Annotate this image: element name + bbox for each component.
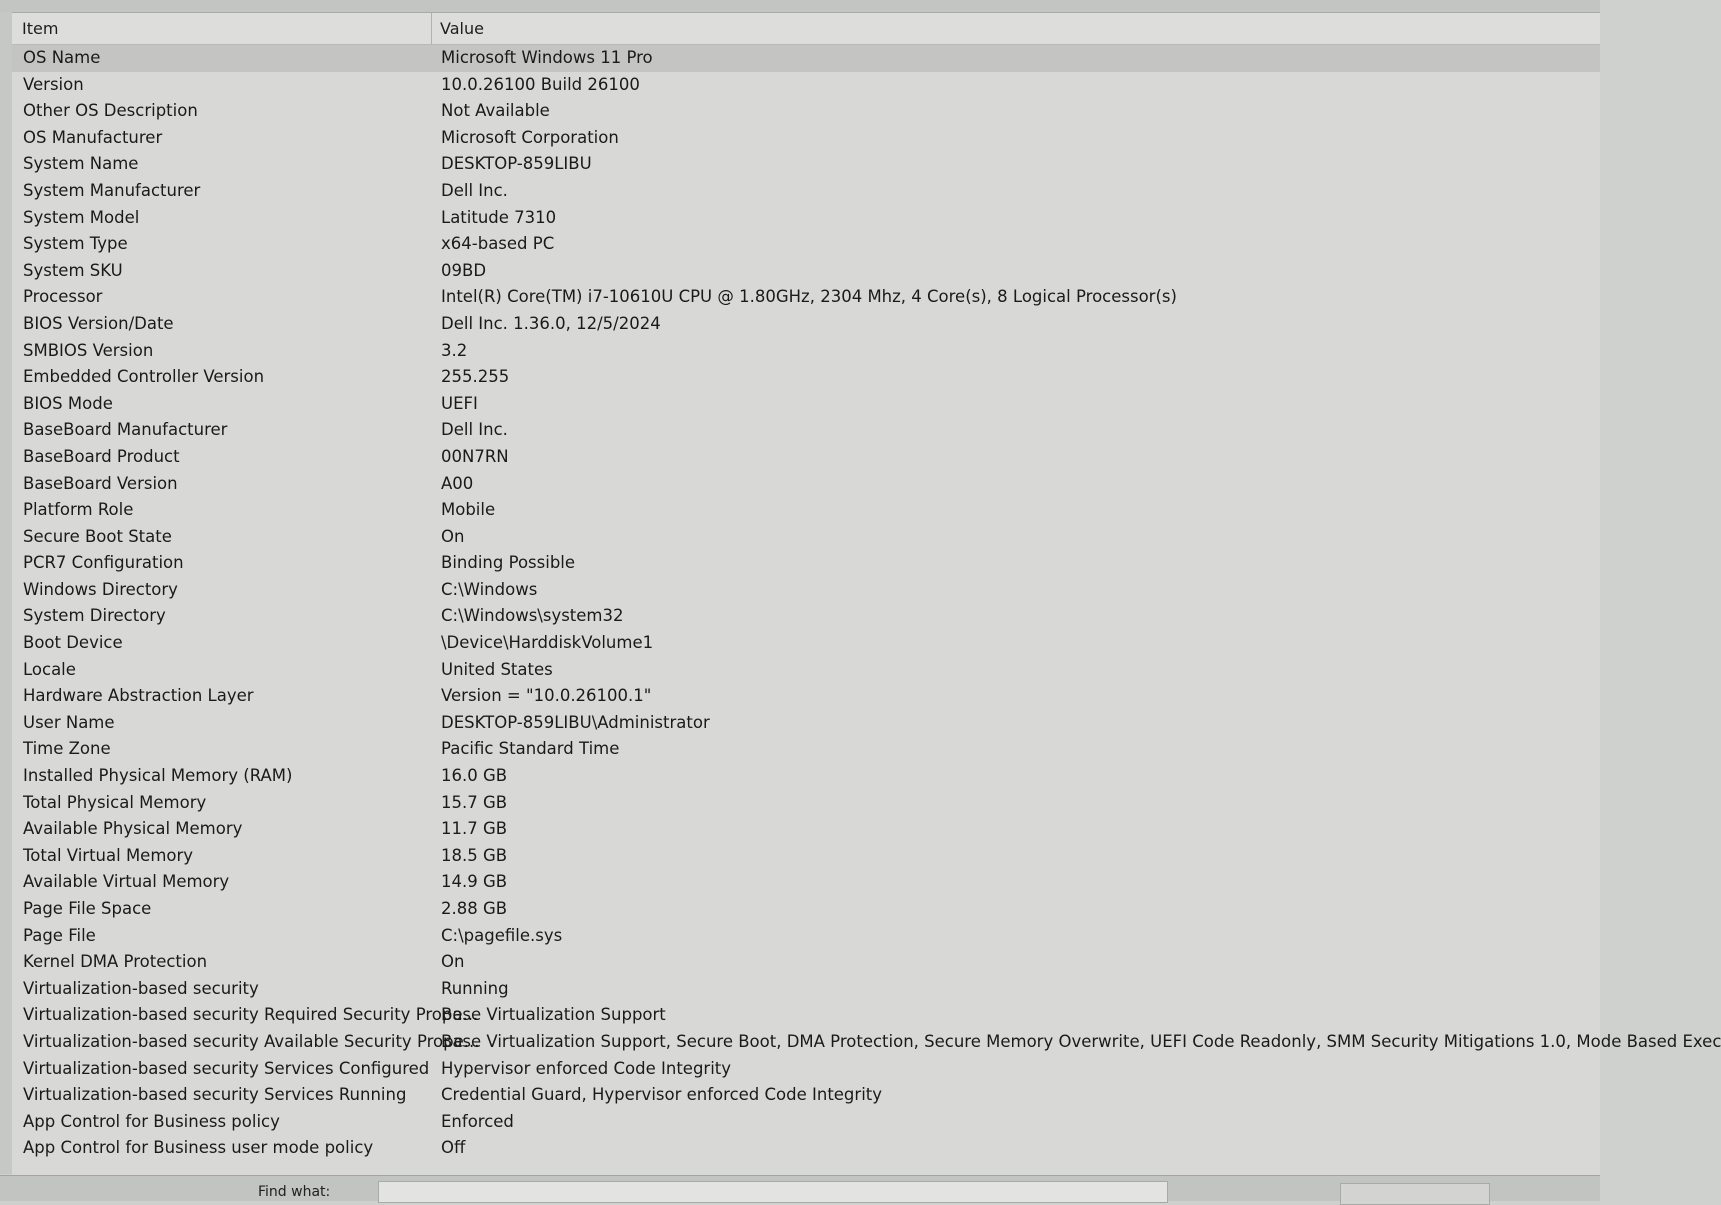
table-row[interactable]	[12, 524, 1600, 551]
row-item-cell: System SKU	[23, 260, 123, 280]
find-bar	[0, 1175, 1600, 1201]
row-item-cell: Installed Physical Memory (RAM)	[23, 766, 293, 786]
table-row[interactable]	[12, 869, 1600, 896]
row-value-cell: Pacific Standard Time	[441, 739, 620, 759]
row-item-cell: System Name	[23, 154, 139, 174]
row-item-cell: OS Name	[23, 48, 101, 67]
row-value-cell: C:\Windows\system32	[441, 606, 624, 626]
table-row[interactable]	[12, 949, 1600, 976]
table-row[interactable]	[12, 471, 1600, 498]
table-row[interactable]	[12, 417, 1600, 444]
row-item-cell: Locale	[23, 659, 76, 679]
row-item-cell: BaseBoard Product	[23, 446, 180, 466]
row-item-cell: Other OS Description	[23, 101, 198, 121]
table-row[interactable]	[12, 205, 1600, 232]
row-item-cell: Page File Space	[23, 899, 152, 918]
table-row[interactable]	[12, 497, 1600, 524]
row-item-cell: Processor	[23, 287, 103, 307]
table-row[interactable]	[12, 391, 1600, 418]
table-row[interactable]	[12, 1135, 1600, 1162]
table-row[interactable]	[12, 896, 1600, 923]
row-item-cell: Platform Role	[23, 500, 134, 520]
column-header-item[interactable]: Item	[22, 19, 59, 38]
row-value-cell: Microsoft Windows 11 Pro	[441, 48, 653, 67]
table-row[interactable]	[12, 444, 1600, 471]
row-value-cell: Binding Possible	[441, 553, 576, 573]
table-row[interactable]	[12, 816, 1600, 843]
row-value-cell: 255.255	[441, 367, 510, 387]
table-rows	[12, 45, 1721, 1162]
table-row[interactable]	[12, 45, 1600, 72]
row-value-cell: Off	[441, 1138, 466, 1158]
table-row[interactable]	[12, 577, 1600, 604]
row-value-cell: Version = "10.0.26100.1"	[441, 686, 652, 706]
row-value-cell: 11.7 GB	[441, 819, 508, 839]
table-row[interactable]	[12, 231, 1600, 258]
row-item-cell: Virtualization-based security Available Security Prope...	[23, 1031, 480, 1051]
row-item-cell: PCR7 Configuration	[23, 553, 184, 573]
table-row[interactable]	[12, 178, 1600, 205]
row-item-cell: System Model	[23, 207, 140, 227]
table-row[interactable]	[12, 1109, 1600, 1136]
table-header	[12, 13, 1600, 45]
row-value-cell: Credential Guard, Hypervisor enforced Code Integrity	[441, 1085, 883, 1105]
row-value-cell: On	[441, 952, 465, 972]
row-value-cell: Mobile	[441, 500, 496, 520]
row-value-cell: Dell Inc.	[441, 420, 508, 440]
table-row[interactable]	[12, 284, 1600, 311]
row-item-cell: Time Zone	[23, 739, 111, 759]
row-item-cell: Page File	[23, 925, 96, 945]
row-value-cell: \Device\HarddiskVolume1	[441, 633, 654, 653]
row-item-cell: Virtualization-based security Services Running	[23, 1085, 407, 1105]
row-value-cell: 18.5 GB	[441, 845, 508, 865]
row-value-cell: DESKTOP-859LIBU	[441, 154, 592, 174]
row-item-cell: System Type	[23, 234, 128, 254]
row-value-cell: Latitude 7310	[441, 207, 557, 227]
row-item-cell: SMBIOS Version	[23, 340, 154, 360]
row-item-cell: App Control for Business user mode policy	[23, 1138, 374, 1158]
table-row[interactable]	[12, 683, 1600, 710]
row-item-cell: System Manufacturer	[23, 180, 201, 200]
row-value-cell: DESKTOP-859LIBU\Administrator	[441, 712, 710, 732]
row-item-cell: Embedded Controller Version	[23, 367, 265, 387]
row-item-cell: BIOS Version/Date	[23, 313, 174, 333]
table-row[interactable]	[12, 1002, 1600, 1029]
row-value-cell: Base Virtualization Support, Secure Boot, DMA Protection, Secure Memory Overwrite, UEFI Code Readonly, SMM Security Mitigations 1.0, Mode Based Exec	[441, 1031, 1721, 1051]
row-value-cell: United States	[441, 659, 553, 679]
row-value-cell: UEFI	[441, 393, 478, 413]
row-value-cell: C:\Windows	[441, 579, 538, 599]
system-summary-table	[12, 13, 1721, 1175]
table-row[interactable]	[12, 657, 1600, 684]
row-item-cell: Kernel DMA Protection	[23, 952, 208, 972]
row-item-cell: Available Virtual Memory	[23, 872, 230, 892]
row-value-cell: 10.0.26100 Build 26100	[441, 74, 640, 94]
table-row[interactable]	[12, 125, 1600, 152]
table-row[interactable]	[12, 923, 1600, 950]
table-row[interactable]	[12, 843, 1600, 870]
row-value-cell: 2.88 GB	[441, 899, 508, 918]
row-value-cell: Running	[441, 978, 509, 998]
table-row[interactable]	[12, 790, 1600, 817]
row-value-cell: 3.2	[441, 340, 468, 360]
row-item-cell: Available Physical Memory	[23, 819, 243, 839]
row-value-cell: 15.7 GB	[441, 792, 508, 812]
table-row[interactable]	[12, 364, 1600, 391]
find-what-input[interactable]	[378, 1181, 1168, 1203]
row-item-cell: Boot Device	[23, 633, 123, 653]
top-edge	[0, 0, 1600, 13]
row-item-cell: Version	[23, 74, 84, 94]
table-row[interactable]	[12, 311, 1600, 338]
table-row[interactable]	[12, 550, 1600, 577]
row-value-cell: 16.0 GB	[441, 766, 508, 786]
table-row[interactable]	[12, 1056, 1600, 1083]
row-item-cell: Virtualization-based security Required Security Prope...	[23, 1005, 479, 1025]
table-row[interactable]	[12, 710, 1600, 737]
table-row[interactable]	[12, 1082, 1600, 1109]
row-value-cell: Base Virtualization Support	[441, 1005, 666, 1025]
row-item-cell: Virtualization-based security Services Configured	[23, 1058, 430, 1078]
row-value-cell: Not Available	[441, 101, 550, 121]
row-value-cell: On	[441, 526, 465, 546]
row-item-cell: App Control for Business policy	[23, 1111, 280, 1131]
row-value-cell: x64-based PC	[441, 234, 555, 254]
row-item-cell: User Name	[23, 712, 115, 732]
row-item-cell: OS Manufacturer	[23, 127, 163, 147]
row-item-cell: Secure Boot State	[23, 526, 172, 546]
row-value-cell: Dell Inc.	[441, 180, 508, 200]
column-header-value[interactable]: Value	[440, 19, 484, 38]
row-item-cell: BaseBoard Version	[23, 473, 178, 493]
table-row[interactable]	[12, 151, 1600, 178]
row-value-cell: Microsoft Corporation	[441, 127, 619, 147]
table-row[interactable]	[12, 98, 1600, 125]
row-item-cell: Virtualization-based security	[23, 978, 259, 998]
find-what-label: Find what:	[258, 1184, 331, 1200]
find-bar-button[interactable]	[1340, 1183, 1490, 1205]
row-item-cell: Hardware Abstraction Layer	[23, 686, 254, 706]
table-row[interactable]	[12, 630, 1600, 657]
row-value-cell: 09BD	[441, 260, 487, 280]
row-item-cell: Total Physical Memory	[23, 792, 207, 812]
row-item-cell: BIOS Mode	[23, 393, 113, 413]
row-item-cell: Windows Directory	[23, 579, 178, 599]
row-value-cell: Dell Inc. 1.36.0, 12/5/2024	[441, 313, 661, 333]
row-value-cell: Hypervisor enforced Code Integrity	[441, 1058, 732, 1078]
row-value-cell: Enforced	[441, 1111, 514, 1131]
table-row[interactable]	[12, 1029, 1721, 1056]
row-value-cell: 14.9 GB	[441, 872, 508, 892]
table-row[interactable]	[12, 736, 1600, 763]
column-divider[interactable]	[431, 13, 432, 44]
row-value-cell: Intel(R) Core(TM) i7-10610U CPU @ 1.80GHz, 2304 Mhz, 4 Core(s), 8 Logical Processor(s)	[441, 287, 1177, 307]
table-row[interactable]	[12, 603, 1600, 630]
table-row[interactable]	[12, 763, 1600, 790]
row-value-cell: C:\pagefile.sys	[441, 925, 563, 945]
table-row[interactable]	[12, 338, 1600, 365]
row-item-cell: BaseBoard Manufacturer	[23, 420, 228, 440]
row-value-cell: 00N7RN	[441, 446, 509, 466]
row-value-cell: A00	[441, 473, 474, 493]
table-row[interactable]	[12, 258, 1600, 285]
row-item-cell: System Directory	[23, 606, 166, 626]
row-item-cell: Total Virtual Memory	[23, 845, 194, 865]
table-row[interactable]	[12, 72, 1600, 99]
table-row[interactable]	[12, 976, 1600, 1003]
